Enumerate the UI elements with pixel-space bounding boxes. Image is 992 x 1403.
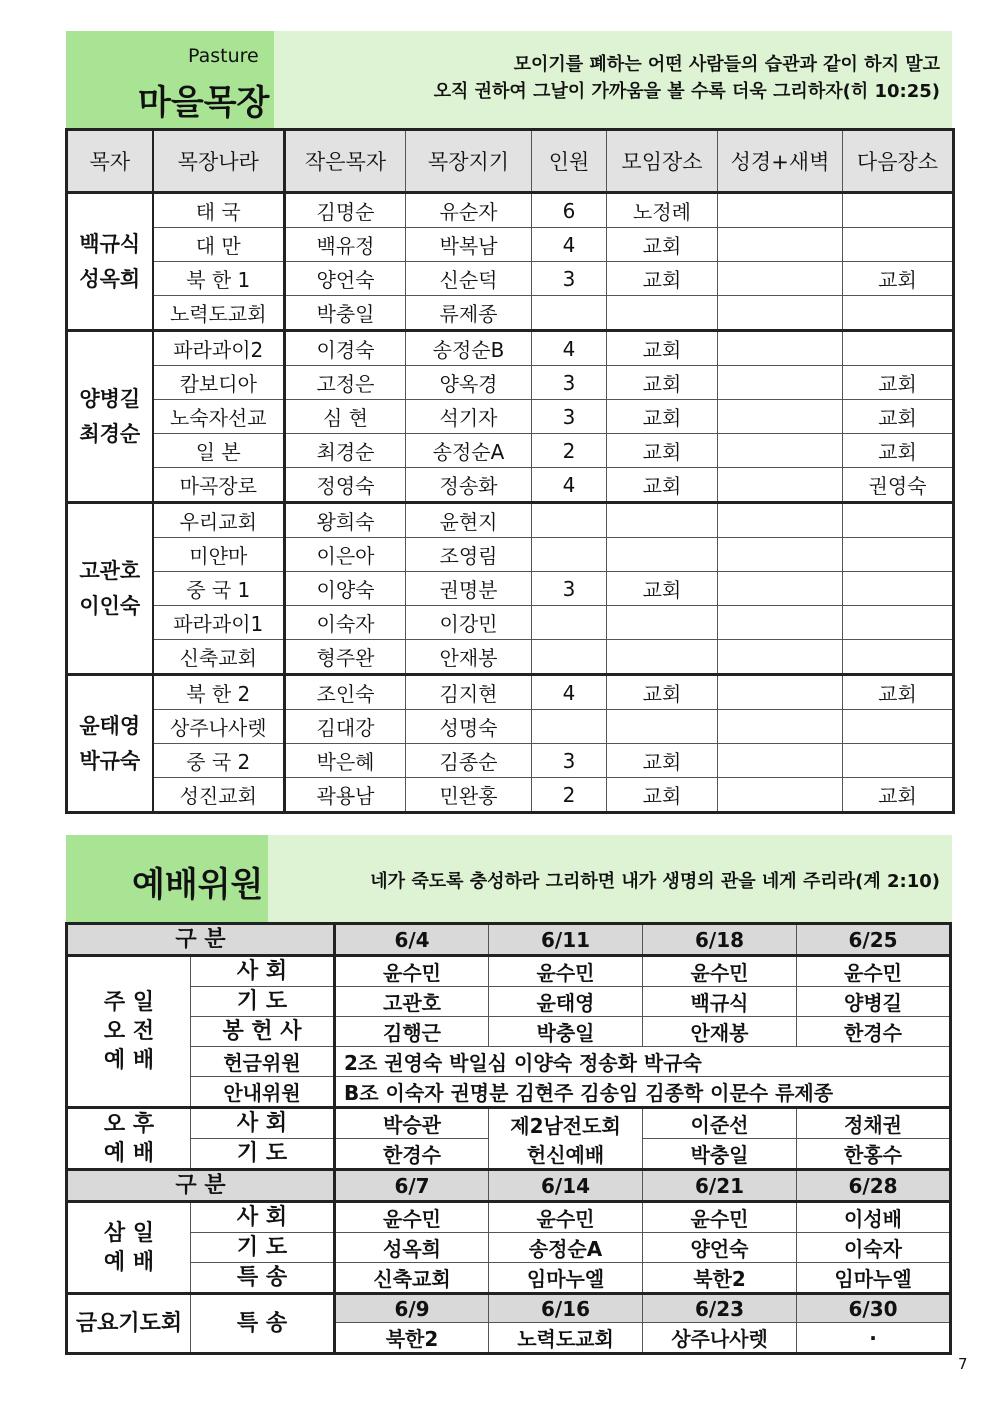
date-cell: 6/16 (489, 1294, 643, 1323)
next-place-cell (843, 744, 954, 778)
worship-verse: 네가 죽도록 충성하라 그리하면 내가 생명의 관을 네게 주리라(계 2:10) (370, 871, 940, 892)
country-cell: 상주나사렛 (153, 710, 285, 744)
name-cell: 임마누엘 (489, 1263, 643, 1294)
keeper-cell: 유순자 (406, 193, 532, 228)
next-place-cell (843, 710, 954, 744)
division-label: 구 분 (67, 1170, 335, 1202)
sub-leader-cell: 박은혜 (285, 744, 406, 778)
next-place-cell (843, 331, 954, 366)
name-cell: 윤수민 (335, 1202, 489, 1233)
next-place-cell (843, 503, 954, 538)
place-cell: 노정례 (607, 193, 718, 228)
wed-host-row (67, 1202, 951, 1233)
name-cell: 윤수민 (643, 1202, 797, 1233)
bible-cell (718, 296, 843, 331)
sunday-am-label: 주 일 오 전 예 배 (67, 956, 191, 1108)
pasture-row (67, 572, 954, 606)
bible-cell (718, 434, 843, 468)
worship-title: 예배위원 (132, 865, 264, 905)
pastor-name: 박규숙 (79, 748, 141, 773)
country-cell: 태 국 (153, 193, 285, 228)
name-cell: 박충일 (643, 1139, 797, 1170)
wed-special-song-row (67, 1263, 951, 1294)
role-label: 기 도 (191, 987, 335, 1017)
name-cell: 정채권 (797, 1108, 951, 1139)
place-cell (607, 640, 718, 675)
pasture-en-title: Pasture (188, 45, 259, 67)
name-cell: 윤수민 (489, 1202, 643, 1233)
sub-leader-cell: 김명순 (285, 193, 406, 228)
count-cell: 3 (532, 744, 607, 778)
date-cell: 6/11 (489, 924, 643, 956)
sub-leader-cell: 박충일 (285, 296, 406, 331)
sunday-date-row (67, 924, 951, 956)
sub-leader-cell: 심 현 (285, 400, 406, 434)
sub-leader-cell: 김대강 (285, 710, 406, 744)
pastor-name: 성옥희 (79, 266, 141, 291)
name-cell: 고관호 (335, 987, 489, 1017)
header-cell: 작은목자 (285, 130, 406, 193)
bible-cell (718, 331, 843, 366)
pasture-row (67, 400, 954, 434)
team-cell: 2조 권영숙 박일심 이양숙 정송화 박규숙 (335, 1047, 951, 1077)
country-cell: 마곡장로 (153, 468, 285, 503)
role-label: 사 회 (191, 1108, 335, 1139)
next-place-cell: 권영숙 (843, 468, 954, 503)
pastor-cell (67, 193, 153, 331)
pasture-row (67, 675, 954, 710)
place-cell (607, 606, 718, 640)
date-cell: 6/28 (797, 1170, 951, 1202)
sub-leader-cell: 백유정 (285, 228, 406, 262)
pasture-row (67, 640, 954, 675)
country-cell: 중 국 2 (153, 744, 285, 778)
place-cell: 교회 (607, 468, 718, 503)
merged-event-cell (489, 1108, 643, 1170)
country-cell: 일 본 (153, 434, 285, 468)
pasture-header-row (67, 130, 954, 193)
place-cell: 교회 (607, 572, 718, 606)
merged-event-line1: 제2남전도회 (510, 1113, 621, 1138)
bible-cell (718, 228, 843, 262)
count-cell (532, 503, 607, 538)
next-place-cell: 교회 (843, 400, 954, 434)
count-cell: 3 (532, 400, 607, 434)
pasture-row (67, 331, 954, 366)
header-cell: 목장지기 (406, 130, 532, 193)
keeper-cell: 권명분 (406, 572, 532, 606)
place-cell (607, 710, 718, 744)
bible-cell (718, 710, 843, 744)
worship-table (65, 922, 952, 1355)
name-cell: 양언숙 (643, 1233, 797, 1263)
bible-cell (718, 193, 843, 228)
count-cell: 3 (532, 366, 607, 400)
bible-cell (718, 400, 843, 434)
place-cell (607, 538, 718, 572)
role-label: 특 송 (191, 1294, 335, 1354)
pasture-row (67, 710, 954, 744)
name-cell: 이숙자 (797, 1233, 951, 1263)
date-cell: 6/7 (335, 1170, 489, 1202)
name-cell: 백규식 (643, 987, 797, 1017)
pasture-title-tab (66, 31, 274, 128)
date-cell: 6/9 (335, 1294, 489, 1323)
sub-leader-cell: 정영숙 (285, 468, 406, 503)
pasture-row (67, 744, 954, 778)
keeper-cell: 성명숙 (406, 710, 532, 744)
bible-cell (718, 606, 843, 640)
keeper-cell: 송정순B (406, 331, 532, 366)
name-cell: 윤수민 (797, 956, 951, 987)
name-cell: 임마누엘 (797, 1263, 951, 1294)
role-label: 사 회 (191, 1202, 335, 1233)
keeper-cell: 석기자 (406, 400, 532, 434)
name-cell: 신축교회 (335, 1263, 489, 1294)
count-cell (532, 710, 607, 744)
sub-leader-cell: 형주완 (285, 640, 406, 675)
name-cell: 한경수 (335, 1139, 489, 1170)
sunday-am-prayer-row (67, 987, 951, 1017)
name-cell: 양병길 (797, 987, 951, 1017)
pasture-row (67, 538, 954, 572)
name-cell: 노력도교회 (489, 1323, 643, 1354)
sub-leader-cell: 왕희숙 (285, 503, 406, 538)
next-place-cell: 교회 (843, 434, 954, 468)
keeper-cell: 박복남 (406, 228, 532, 262)
sub-leader-cell: 이양숙 (285, 572, 406, 606)
place-cell: 교회 (607, 262, 718, 296)
sub-leader-cell: 고정은 (285, 366, 406, 400)
fri-label: 금요기도회 (67, 1294, 191, 1354)
sub-leader-cell: 양언숙 (285, 262, 406, 296)
date-cell: 6/14 (489, 1170, 643, 1202)
keeper-cell: 이강민 (406, 606, 532, 640)
count-cell (532, 606, 607, 640)
header-cell: 다음장소 (843, 130, 954, 193)
wed-date-row (67, 1170, 951, 1202)
count-cell (532, 296, 607, 331)
count-cell: 2 (532, 434, 607, 468)
next-place-cell (843, 538, 954, 572)
next-place-cell (843, 228, 954, 262)
header-cell: 성경+새벽 (718, 130, 843, 193)
date-cell: 6/4 (335, 924, 489, 956)
pasture-row (67, 262, 954, 296)
role-label: 헌금위원 (191, 1047, 335, 1077)
date-cell: 6/18 (643, 924, 797, 956)
country-cell: 파라과이1 (153, 606, 285, 640)
pasture-row (67, 468, 954, 503)
pasture-row (67, 606, 954, 640)
team-cell: B조 이숙자 권명분 김현주 김송임 김종학 이문수 류제종 (335, 1077, 951, 1108)
pasture-table (65, 128, 955, 814)
pastor-name: 백규식 (79, 231, 141, 256)
pastor-cell (67, 331, 153, 503)
bible-cell (718, 366, 843, 400)
bible-cell (718, 503, 843, 538)
pasture-row (67, 193, 954, 228)
country-cell: 대 만 (153, 228, 285, 262)
place-cell: 교회 (607, 400, 718, 434)
date-cell: 6/21 (643, 1170, 797, 1202)
keeper-cell: 양옥경 (406, 366, 532, 400)
merged-event-line2: 헌신예배 (526, 1142, 605, 1167)
next-place-cell (843, 296, 954, 331)
sunday-pm-label: 오 후 예 배 (67, 1108, 191, 1170)
pasture-row (67, 778, 954, 813)
count-cell: 2 (532, 778, 607, 813)
next-place-cell (843, 193, 954, 228)
count-cell: 3 (532, 262, 607, 296)
name-cell: 북한2 (335, 1323, 489, 1354)
name-cell: 상주나사렛 (643, 1323, 797, 1354)
keeper-cell: 송정순A (406, 434, 532, 468)
role-label: 봉 헌 사 (191, 1017, 335, 1047)
pasture-verse-line2: 오직 권하여 그날이 가까움을 볼 수록 더욱 그리하자(히 10:25) (433, 81, 940, 102)
place-cell: 교회 (607, 434, 718, 468)
name-cell: 윤태영 (489, 987, 643, 1017)
name-cell: 윤수민 (489, 956, 643, 987)
sunday-am-offering-team-row (67, 1047, 951, 1077)
name-cell: 송정순A (489, 1233, 643, 1263)
place-cell (607, 503, 718, 538)
keeper-cell: 정송화 (406, 468, 532, 503)
next-place-cell (843, 606, 954, 640)
count-cell (532, 640, 607, 675)
count-cell: 6 (532, 193, 607, 228)
next-place-cell (843, 572, 954, 606)
name-cell: 성옥희 (335, 1233, 489, 1263)
name-cell: 이성배 (797, 1202, 951, 1233)
worship-title-tab (66, 835, 268, 922)
count-cell: 4 (532, 228, 607, 262)
pasture-row (67, 434, 954, 468)
sub-leader-cell: 조인숙 (285, 675, 406, 710)
next-place-cell: 교회 (843, 675, 954, 710)
keeper-cell: 김지현 (406, 675, 532, 710)
bible-cell (718, 675, 843, 710)
pastor-name: 윤태영 (79, 713, 141, 738)
sunday-am-offering-reader-row (67, 1017, 951, 1047)
keeper-cell: 김종순 (406, 744, 532, 778)
country-cell: 미얀마 (153, 538, 285, 572)
sub-leader-cell: 이은아 (285, 538, 406, 572)
keeper-cell: 민완홍 (406, 778, 532, 813)
count-cell (532, 538, 607, 572)
country-cell: 중 국 1 (153, 572, 285, 606)
place-cell: 교회 (607, 228, 718, 262)
pastor-name: 이인숙 (79, 593, 141, 618)
bible-cell (718, 744, 843, 778)
keeper-cell: 조영림 (406, 538, 532, 572)
pastor-cell (67, 675, 153, 813)
name-cell: 윤수민 (335, 956, 489, 987)
bible-cell (718, 468, 843, 503)
pastor-cell (67, 503, 153, 675)
country-cell: 파라과이2 (153, 331, 285, 366)
role-label: 사 회 (191, 956, 335, 987)
division-label: 구 분 (67, 924, 335, 956)
place-cell (607, 296, 718, 331)
date-cell: 6/25 (797, 924, 951, 956)
pasture-title: 마을목장 (138, 83, 270, 123)
wed-prayer-row (67, 1233, 951, 1263)
next-place-cell: 교회 (843, 778, 954, 813)
role-label: 안내위원 (191, 1077, 335, 1108)
role-label: 기 도 (191, 1139, 335, 1170)
country-cell: 노숙자선교 (153, 400, 285, 434)
keeper-cell: 류제종 (406, 296, 532, 331)
count-cell: 4 (532, 468, 607, 503)
pastor-name: 고관호 (79, 558, 141, 583)
wed-label: 삼 일 예 배 (67, 1202, 191, 1294)
place-cell: 교회 (607, 778, 718, 813)
bible-cell (718, 262, 843, 296)
country-cell: 우리교회 (153, 503, 285, 538)
country-cell: 북 한 2 (153, 675, 285, 710)
pasture-row (67, 228, 954, 262)
country-cell: 신축교회 (153, 640, 285, 675)
bible-cell (718, 572, 843, 606)
header-cell: 목자 (67, 130, 153, 193)
pasture-table-body (67, 193, 954, 813)
sub-leader-cell: 이숙자 (285, 606, 406, 640)
bible-cell (718, 778, 843, 813)
pasture-row (67, 366, 954, 400)
sunday-pm-host-row (67, 1108, 951, 1139)
role-label: 기 도 (191, 1233, 335, 1263)
country-cell: 성진교회 (153, 778, 285, 813)
sunday-am-host-row (67, 956, 951, 987)
keeper-cell: 윤현지 (406, 503, 532, 538)
pasture-verse (434, 51, 940, 105)
name-cell: 한경수 (797, 1017, 951, 1047)
header-cell: 인원 (532, 130, 607, 193)
next-place-cell (843, 640, 954, 675)
count-cell: 4 (532, 675, 607, 710)
next-place-cell: 교회 (843, 262, 954, 296)
date-cell: 6/23 (643, 1294, 797, 1323)
header-cell: 목장나라 (153, 130, 285, 193)
pastor-name: 최경순 (79, 421, 141, 446)
pasture-verse-line1: 모이기를 폐하는 어떤 사람들의 습관과 같이 하지 말고 (513, 54, 940, 75)
name-cell: 김행근 (335, 1017, 489, 1047)
pasture-row (67, 503, 954, 538)
worship-header (66, 835, 952, 922)
bible-cell (718, 640, 843, 675)
date-cell: 6/30 (797, 1294, 951, 1323)
next-place-cell: 교회 (843, 366, 954, 400)
sub-leader-cell: 이경숙 (285, 331, 406, 366)
place-cell: 교회 (607, 675, 718, 710)
sub-leader-cell: 곽용남 (285, 778, 406, 813)
pastor-name: 양병길 (79, 386, 141, 411)
count-cell: 4 (532, 331, 607, 366)
place-cell: 교회 (607, 744, 718, 778)
name-cell: 박충일 (489, 1017, 643, 1047)
page-number: 7 (958, 1355, 968, 1373)
name-cell: 박승관 (335, 1108, 489, 1139)
name-cell: 한홍수 (797, 1139, 951, 1170)
pasture-row (67, 296, 954, 331)
count-cell: 3 (532, 572, 607, 606)
country-cell: 북 한 1 (153, 262, 285, 296)
name-cell: 안재봉 (643, 1017, 797, 1047)
keeper-cell: 안재봉 (406, 640, 532, 675)
name-cell: · (797, 1323, 951, 1354)
country-cell: 캄보디아 (153, 366, 285, 400)
keeper-cell: 신순덕 (406, 262, 532, 296)
bible-cell (718, 538, 843, 572)
name-cell: 윤수민 (643, 956, 797, 987)
name-cell: 이준선 (643, 1108, 797, 1139)
sunday-am-usher-team-row (67, 1077, 951, 1108)
pasture-header (66, 31, 952, 128)
fri-date-row (67, 1294, 951, 1323)
place-cell: 교회 (607, 366, 718, 400)
place-cell: 교회 (607, 331, 718, 366)
header-cell: 모임장소 (607, 130, 718, 193)
name-cell: 북한2 (643, 1263, 797, 1294)
sub-leader-cell: 최경순 (285, 434, 406, 468)
role-label: 특 송 (191, 1263, 335, 1294)
country-cell: 노력도교회 (153, 296, 285, 331)
